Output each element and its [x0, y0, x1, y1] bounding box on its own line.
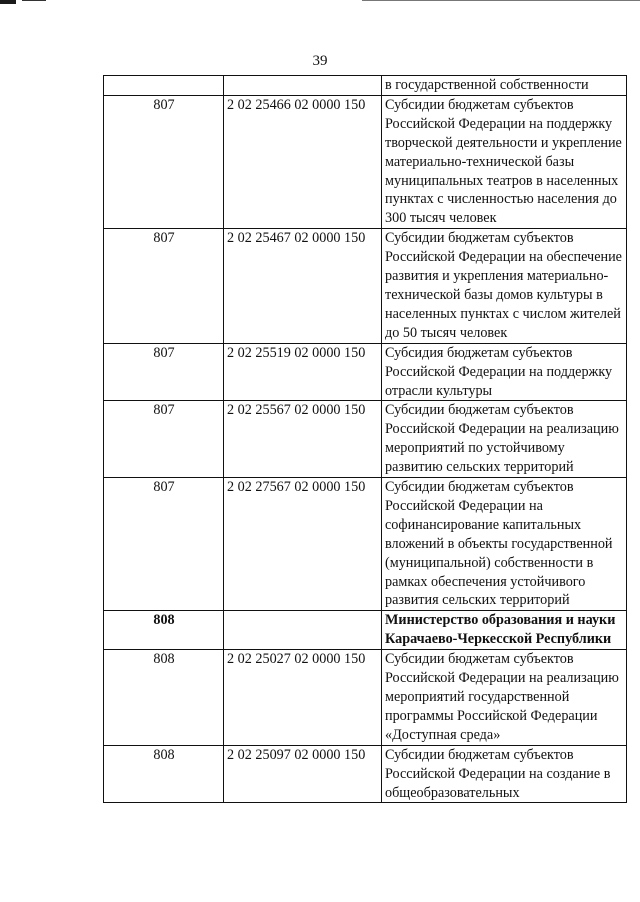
- income-code-cell: 2 02 25097 02 0000 150: [224, 745, 382, 803]
- admin-code-cell: 808: [104, 650, 224, 746]
- admin-code-cell: 807: [104, 478, 224, 611]
- table-row: [104, 650, 627, 746]
- scan-top-rule-left: [22, 0, 46, 1]
- admin-code-cell: 807: [104, 95, 224, 228]
- table-row: [104, 229, 627, 343]
- table-body: [104, 76, 627, 803]
- income-name-cell: Субсидии бюджетам субъектов Российской Федерации на обеспечение развития и укрепления материально-технической базы домов культуры в населенных пунктах с числом жителей до 50 тысяч человек: [382, 229, 627, 343]
- income-name-cell: в государственной собственности: [382, 76, 627, 96]
- table-row: [104, 401, 627, 478]
- income-name-cell: Субсидии бюджетам субъектов Российской Федерации на реализацию мероприятий государственной программы Российской Федерации «Доступная среда»: [382, 650, 627, 746]
- income-code-cell: [224, 611, 382, 650]
- income-code-cell: 2 02 25467 02 0000 150: [224, 229, 382, 343]
- income-name-cell: Субсидии бюджетам субъектов Российской Федерации на поддержку творческой деятельности и укрепление материально-технической базы муниципальных театров в населенных пунктах с численностью населения до 300 тысяч человек: [382, 95, 627, 228]
- income-name-cell: Субсидия бюджетам субъектов Российской Федерации на поддержку отрасли культуры: [382, 343, 627, 401]
- table-row: [104, 76, 627, 96]
- income-name-cell: Субсидии бюджетам субъектов Российской Федерации на софинансирование капитальных вложений в объекты государственной (муниципальной) собственности в рамках обеспечения устойчивого развития сельских территорий: [382, 478, 627, 611]
- table-row: [104, 478, 627, 611]
- admin-code-cell: 808: [104, 745, 224, 803]
- budget-income-table: [103, 75, 627, 803]
- admin-code-cell: 807: [104, 401, 224, 478]
- scan-top-rule-right: [362, 0, 640, 1]
- income-code-cell: 2 02 25466 02 0000 150: [224, 95, 382, 228]
- income-code-cell: 2 02 25519 02 0000 150: [224, 343, 382, 401]
- income-code-cell: 2 02 25027 02 0000 150: [224, 650, 382, 746]
- table-row: [104, 95, 627, 228]
- page-number: 39: [312, 53, 328, 69]
- income-code-cell: [224, 76, 382, 96]
- income-name-cell: Министерство образования и науки Карачаево-Черкесской Республики: [382, 611, 627, 650]
- table-row: [104, 611, 627, 650]
- income-name-cell: Субсидии бюджетам субъектов Российской Федерации на создание в общеобразовательных: [382, 745, 627, 803]
- scan-corner-mark: [0, 0, 16, 4]
- table-row: [104, 745, 627, 803]
- table-row: [104, 343, 627, 401]
- income-name-cell: Субсидии бюджетам субъектов Российской Федерации на реализацию мероприятий по устойчивому развитию сельских территорий: [382, 401, 627, 478]
- income-code-cell: 2 02 27567 02 0000 150: [224, 478, 382, 611]
- income-code-cell: 2 02 25567 02 0000 150: [224, 401, 382, 478]
- admin-code-cell: 808: [104, 611, 224, 650]
- admin-code-cell: [104, 76, 224, 96]
- admin-code-cell: 807: [104, 343, 224, 401]
- admin-code-cell: 807: [104, 229, 224, 343]
